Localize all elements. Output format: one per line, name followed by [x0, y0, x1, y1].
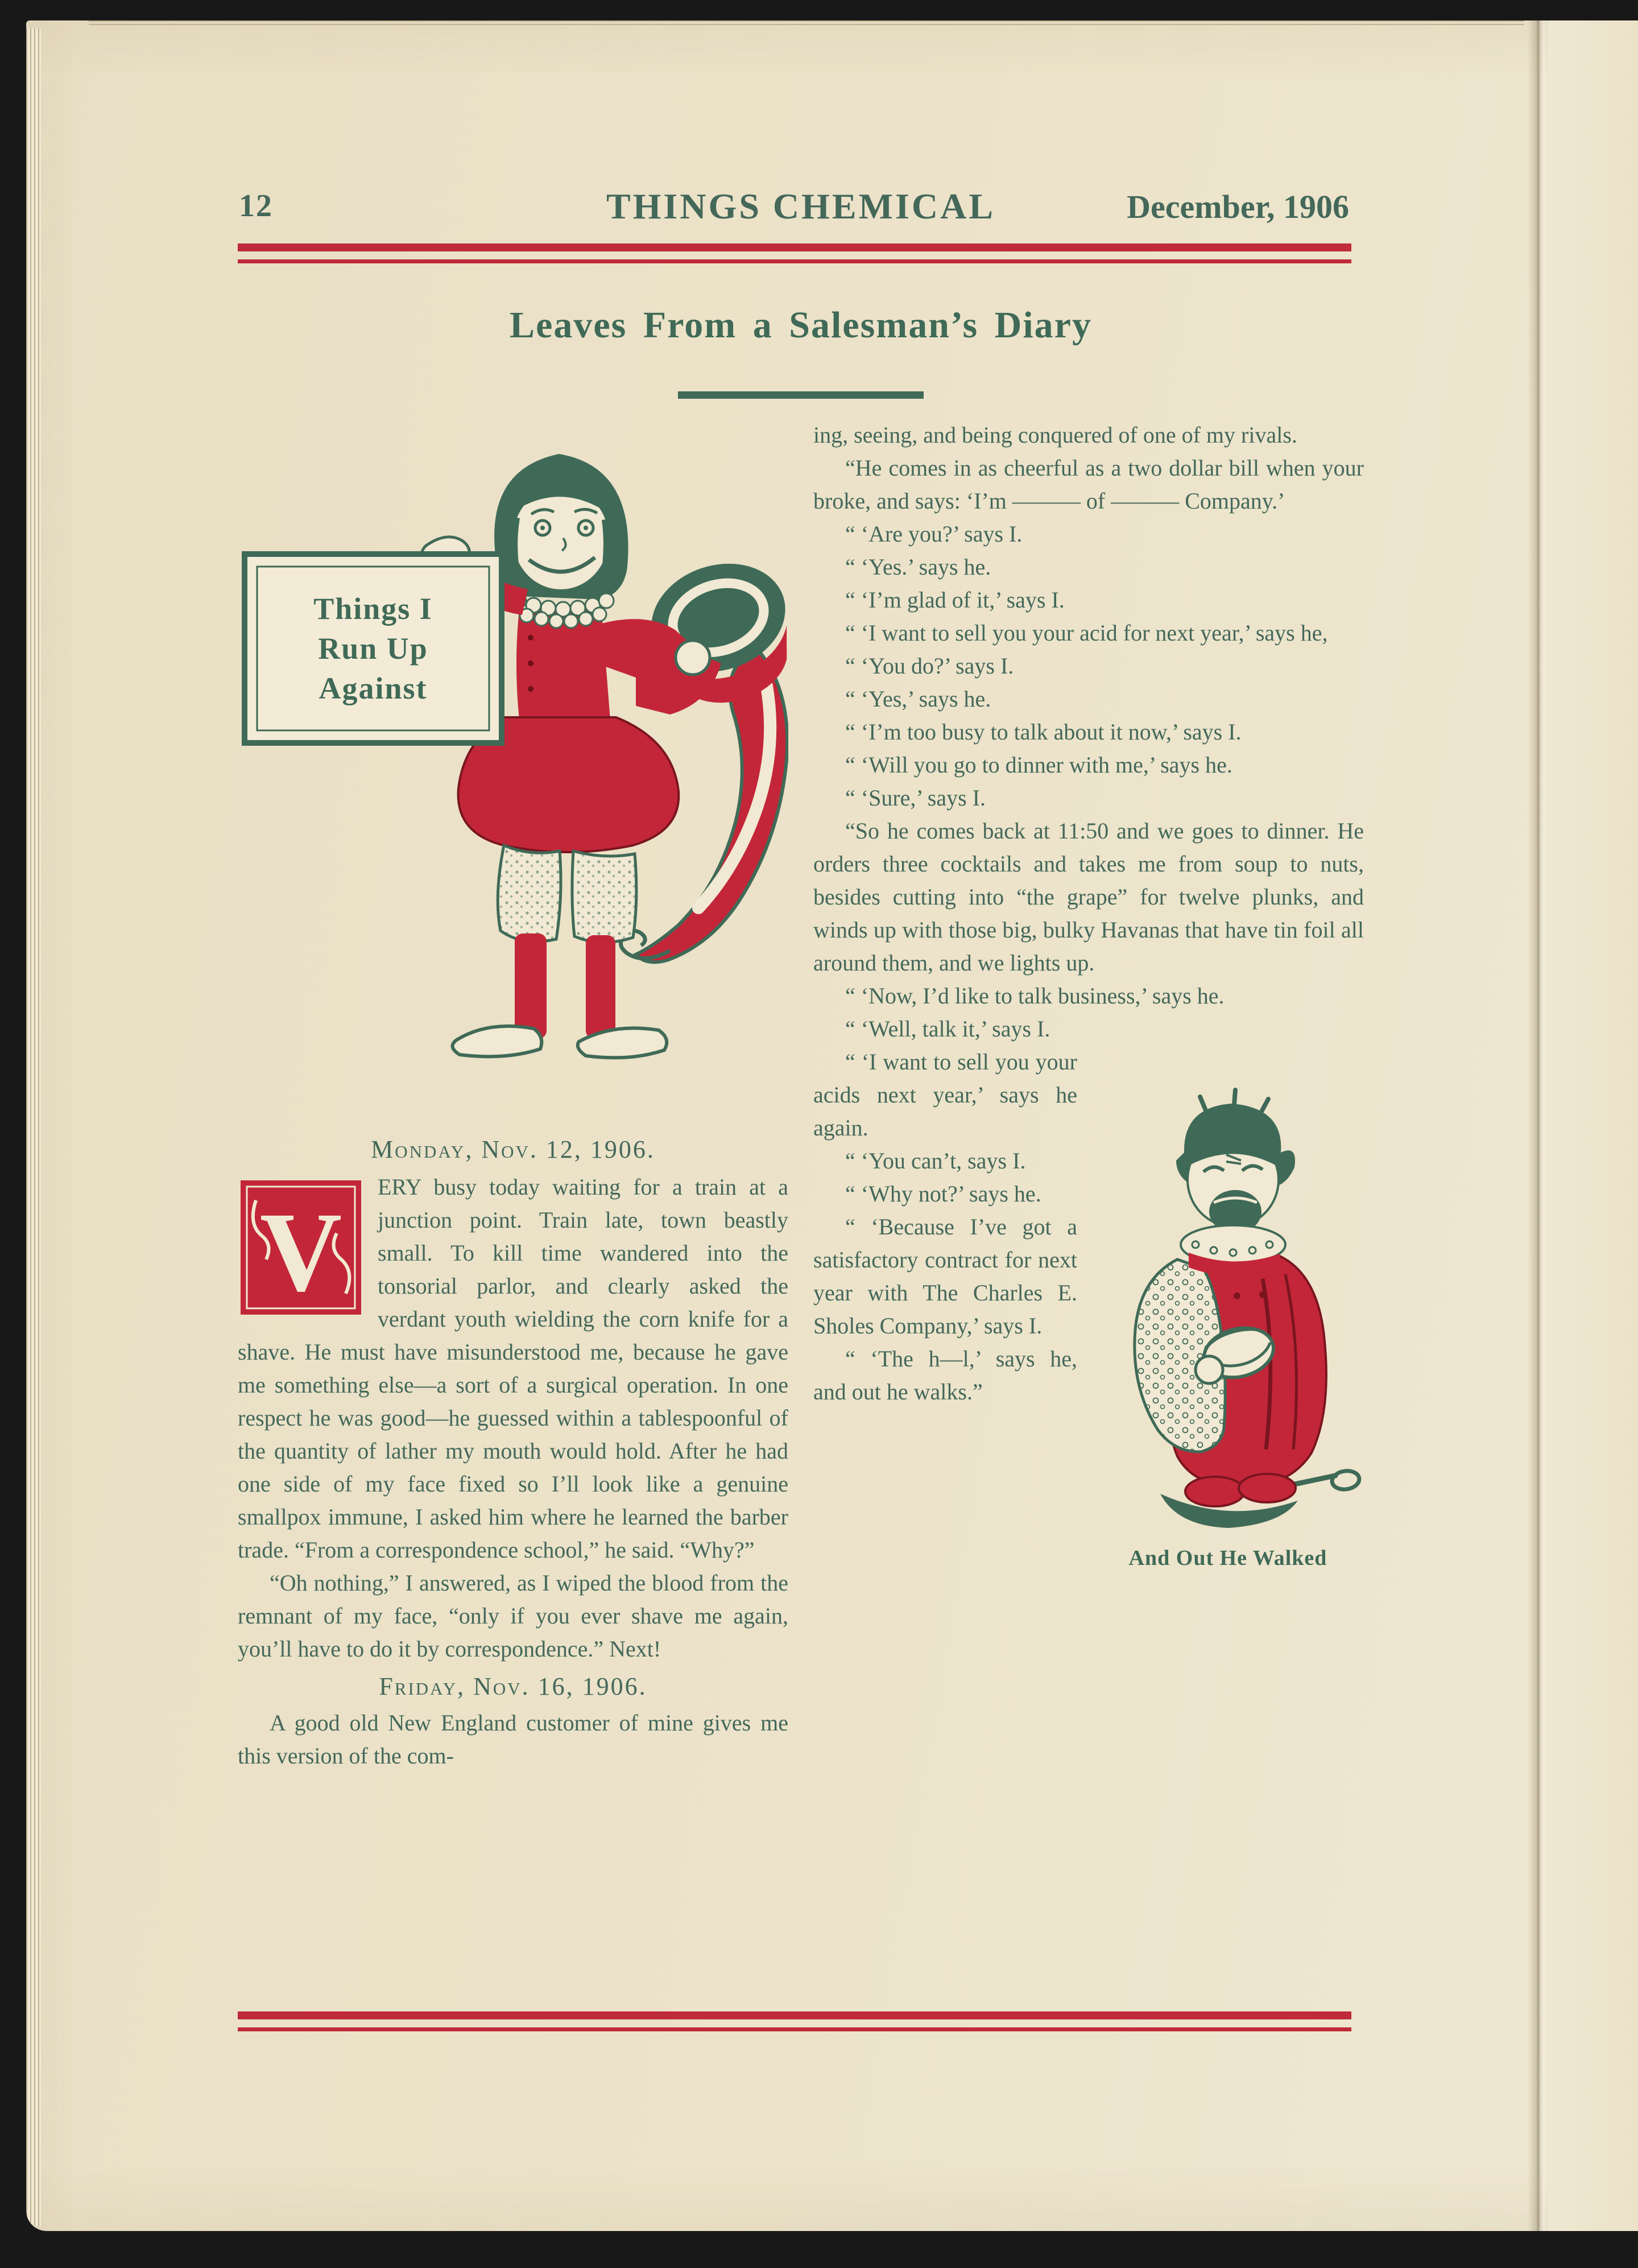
- diary-paragraph: “ ‘Yes.’ says he.: [845, 554, 991, 580]
- header-rule-thin: [238, 259, 1351, 263]
- child-body: [1135, 1254, 1326, 1506]
- page-number: 12: [239, 188, 273, 224]
- diary-paragraph: “ ‘Are you?’ says I.: [845, 521, 1023, 547]
- diary-paragraph: “ ‘You do?’ says I.: [845, 653, 1014, 679]
- dropcap-letter: V: [259, 1189, 342, 1315]
- diary-paragraph: “So he comes back at 11:50 and we goes to dinner. He orders three cocktails and takes me from soup to nuts, besides cutting into “the grape” for twelve plunks, and winds up with those big, bulky Havanas that have tin foil all around them, and we lights up.: [813, 818, 1364, 976]
- diary-paragraph: “He comes in as cheerful as a two dollar bill when your broke, and says: ‘I’m ——— of ——— Company.’: [813, 455, 1364, 514]
- title-divider-rule: [678, 391, 924, 399]
- diary-paragraph: “ ‘Because I’ve got a satisfactory contract for next year with The Charles E. Sholes Company,’ says I.: [813, 1214, 1077, 1339]
- diary-paragraph: “ ‘I want to sell you your acids next year,’ says he again.: [813, 1049, 1077, 1141]
- diary-paragraph: “ ‘Well, talk it,’ says I.: [845, 1016, 1050, 1042]
- entry-heading-monday: Monday, Nov. 12, 1906.: [371, 1135, 655, 1163]
- sign-line-2: Run Up: [318, 631, 428, 666]
- right-column: [813, 419, 1364, 1579]
- two-column-body: [238, 419, 1364, 1773]
- diary-paragraph: “Oh nothing,” I answered, as I wiped the blood from the remnant of my face, “only if you ever shave me again, you’ll have to do it by correspondence.” Next!: [238, 1570, 788, 1662]
- diary-paragraph: “ ‘The h—l,’ says he, and out he walks.”: [813, 1346, 1077, 1404]
- sign-line-3: Against: [318, 671, 428, 705]
- page-edge-stack: [26, 28, 41, 2226]
- facing-page-edge: [1548, 20, 1638, 2231]
- left-column: [238, 419, 788, 1773]
- footer-rule-thin: [238, 2027, 1351, 2031]
- diary-paragraph: “ ‘I’m too busy to talk about it now,’ says I.: [845, 719, 1242, 745]
- diary-paragraph: A good old New England customer of mine gives me this version of the com-: [238, 1710, 788, 1769]
- diary-paragraph: [238, 1171, 788, 1567]
- article-title: Leaves From a Salesman’s Diary: [510, 304, 1092, 346]
- header-rule-thick: [238, 243, 1351, 251]
- crying-child-drawing: [1092, 1085, 1364, 1535]
- jester-figure-drawing: [238, 419, 788, 1107]
- diary-paragraph: “ ‘Will you go to dinner with me,’ says he.: [845, 752, 1232, 778]
- figure-caption: And Out He Walked: [1128, 1546, 1327, 1570]
- crying-child-illustration: [1092, 1085, 1364, 1575]
- sign-line-1: Things I: [313, 592, 433, 626]
- jester-illustration: [238, 419, 788, 1107]
- diary-paragraph: “ ‘You can’t, says I.: [845, 1148, 1026, 1174]
- diary-paragraph: ing, seeing, and being conquered of one of my rivals.: [813, 422, 1297, 448]
- issue-date: December, 1906: [1127, 188, 1349, 225]
- diary-paragraph: “ ‘I want to sell you your acid for next year,’ says he,: [845, 620, 1328, 646]
- page-fold-crease: [1528, 20, 1548, 2231]
- jester-sign: [245, 554, 502, 743]
- child-head: [1176, 1090, 1295, 1276]
- dropcap-V: [238, 1178, 364, 1317]
- diary-paragraph: “ ‘Why not?’ says he.: [845, 1181, 1041, 1207]
- diary-entry-text: ERY busy today waiting for a train at a junction point. Train late, town beastly small. To kill time wandered into the tonsorial parlor, and clearly asked the verdant youth wielding the corn knife for a shave. He must have misunderstood me, because he gave me something else—a sort of a surgical operation. In one respect he was good—he guessed within a tablespoonful of the quantity of lather my mouth would hold. After he had one side of my face fixed so I’ll look like a genuine smallpox immune, I asked him where he learned the barber trade. “From a correspondence school,” he said. “Why?”: [238, 1174, 788, 1563]
- diary-paragraph: “ ‘Yes,’ says he.: [845, 686, 991, 712]
- diary-paragraph: “ ‘Sure,’ says I.: [845, 785, 986, 811]
- page-top-edge: [89, 20, 1524, 27]
- diary-paragraph: “ ‘Now, I’d like to talk business,’ says he.: [845, 983, 1225, 1009]
- diary-paragraph: “ ‘I’m glad of it,’ says I.: [845, 587, 1065, 613]
- entry-heading-friday: Friday, Nov. 16, 1906.: [379, 1672, 647, 1700]
- spoon-icon: [1292, 1469, 1360, 1491]
- magazine-page: [26, 20, 1638, 2231]
- masthead-title: THINGS CHEMICAL: [606, 186, 996, 226]
- footer-rule-thick: [238, 2011, 1351, 2019]
